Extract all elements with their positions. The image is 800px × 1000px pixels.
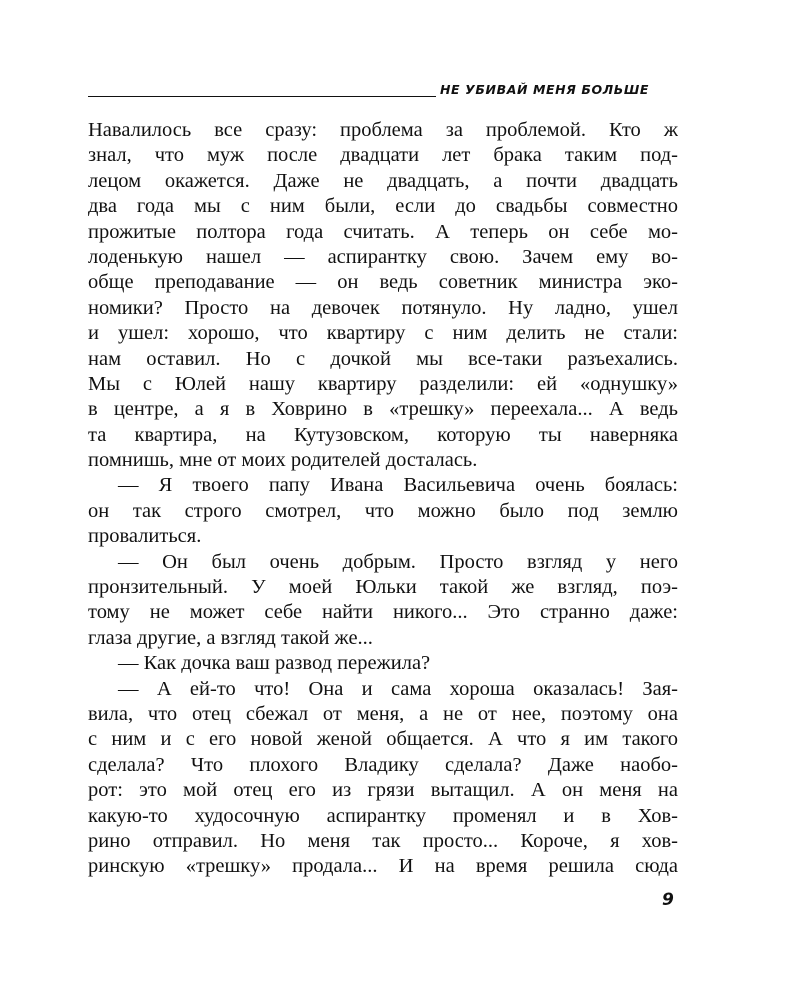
text-line: рино отправил. Но меня так просто... Короче, я хов- — [88, 829, 678, 852]
text-line: и ушел: хорошо, что квартиру с ним делить не стали: — [88, 322, 678, 345]
text-line: рот: это мой отец его из грязи вытащил. А он меня на — [88, 779, 678, 802]
text-line: в центре, а я в Ховрино в «трешку» переехала... А ведь — [88, 398, 678, 421]
body-text — [88, 118, 678, 880]
dialogue-line: — А ей-то что! Она и сама хороша оказалась! Зая- — [118, 677, 678, 700]
text-line: он так строго смотрел, что можно было под землю — [88, 499, 678, 522]
dialogue-line: — Как дочка ваш развод пережила? — [118, 652, 431, 675]
text-line: прожитые полтора года считать. А теперь он себе мо- — [88, 220, 678, 243]
text-line: глаза другие, а взгляд такой же... — [88, 626, 373, 649]
text-line: номики? Просто на девочек потянуло. Ну ладно, ушел — [88, 296, 678, 319]
text-line: Навалилось все сразу: проблема за проблемой. Кто ж — [88, 119, 678, 141]
text-line: ринскую «трешку» продала... И на время решила сюда — [88, 855, 678, 878]
text-line: обще преподавание — он ведь советник министра эко- — [88, 271, 678, 294]
text-line: Мы с Юлей нашу квартиру разделили: ей «однушку» — [88, 372, 678, 395]
text-line: вила, что отец сбежал от меня, а не от нее, поэтому она — [88, 702, 678, 725]
text-line: лецом окажется. Даже не двадцать, а почти двадцать — [88, 169, 678, 192]
dialogue-line: — Я твоего папу Ивана Васильевича очень боялась: — [118, 474, 678, 497]
running-header — [88, 80, 678, 100]
text-line: тому не может себе найти никого... Это странно даже: — [88, 601, 678, 624]
text-line: два года мы с ним были, если до свадьбы совместно — [88, 195, 678, 218]
text-line: сделала? Что плохого Владику сделала? Даже наобо- — [88, 753, 678, 776]
text-line: какую-то худосочную аспирантку променял и в Хов- — [88, 804, 678, 827]
dialogue-line: — Он был очень добрым. Просто взгляд у него — [118, 550, 678, 573]
text-line: лоденькую нашел — аспирантку свою. Зачем ему во- — [88, 245, 678, 268]
text-line: пронзительный. У моей Юльки такой же взгляд, поэ- — [88, 576, 678, 599]
text-line: знал, что муж после двадцати лет брака таким под- — [88, 144, 678, 167]
header-rule — [88, 96, 436, 97]
text-line: с ним и с его новой женой общается. А что я им такого — [88, 728, 678, 751]
text-line: помнишь, мне от моих родителей досталась. — [88, 449, 478, 472]
page-number: 9 — [662, 890, 674, 910]
running-title: НЕ УБИВАЙ МЕНЯ БОЛЬШЕ — [440, 82, 650, 97]
text-line: нам оставил. Но с дочкой мы все-таки разъехались. — [88, 347, 678, 370]
text-line: провалиться. — [88, 525, 202, 548]
text-line: та квартира, на Кутузовском, которую ты наверняка — [88, 423, 678, 446]
